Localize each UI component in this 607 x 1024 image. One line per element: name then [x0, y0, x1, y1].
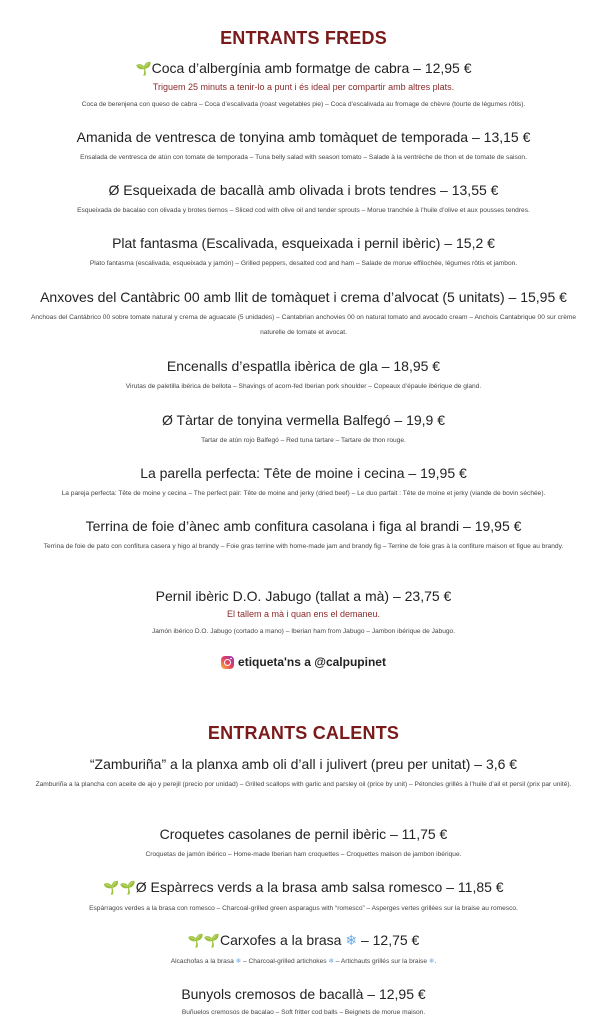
- sprout-icon: 🌱: [187, 933, 204, 948]
- item-description: [14, 954, 593, 969]
- item-description: Espárragos verdes a la brasa con romesco – Charcoal-grilled green asparagus with “romesco” – Asperges vertes grillées sur la braise au romesco.: [89, 905, 518, 912]
- snowflake-icon: ❄: [235, 958, 242, 965]
- menu-item: [0, 517, 607, 554]
- menu-item: [0, 931, 607, 969]
- item-title: Encenalls d’espatlla ibèrica de gla – 18,95 €: [166, 358, 441, 374]
- menu-item: [0, 411, 607, 448]
- item-title: Ø Tàrtar de tonyina vermella Balfegó – 19,9 €: [161, 412, 445, 428]
- item-note: El tallem a mà i quan ens el demaneu.: [226, 609, 381, 619]
- item-description: Plato fantasma (escalivada, esqueixada y jamón) – Grilled peppers, desalted cod and ham – Salade de morue effilochée, légumes rôtis et jambon.: [89, 260, 518, 267]
- item-title: Croquetes casolanes de pernil ibèric – 11,75 €: [159, 826, 448, 842]
- menu-item: [0, 825, 607, 862]
- item-title: Amanida de ventresca de tonyina amb tomàquet de temporada – 13,15 €: [76, 129, 531, 145]
- desc-part: Alcachofas a la brasa: [170, 958, 236, 965]
- sprout-icon: 🌱: [119, 880, 136, 895]
- instagram-tag[interactable]: [0, 655, 607, 669]
- menu-item: [0, 128, 607, 165]
- snowflake-icon: ❄: [428, 958, 435, 965]
- item-title: Ø Espàrrecs verds a la brasa amb salsa romesco – 11,85 €: [135, 879, 504, 895]
- item-description: Croquetas de jamón ibérico – Home-made Iberian ham croquettes – Croquettes maison de jambon ibérique.: [145, 851, 462, 858]
- desc-part: .: [434, 958, 437, 965]
- sprout-icon: 🌱: [103, 880, 120, 895]
- item-title: Ø Esqueixada de bacallà amb olivada i brots tendres – 13,55 €: [108, 182, 499, 198]
- menu-item: [0, 181, 607, 218]
- item-description: Anchoas del Cantábrico 00 sobre tomate natural y crema de aguacate (5 unidades) – Cantabrian anchovies 00 on natural tomato and avocado cream – Anchois Cantabrique 00 sur crème naturelle de tomate et avocat.: [30, 314, 577, 336]
- item-description: Ensalada de ventresca de atún con tomate de temporada – Tuna belly salad with season tomato – Salade à la ventrèche de thon et de tomate de saison.: [80, 154, 527, 161]
- item-description: Coca de berenjena con queso de cabra – Coca d’escalivada (roast vegetables pie) – Coca d’escalivada au fromage de chèvre (tourte de légumes rôtis).: [81, 101, 526, 108]
- section-title-hot: ENTRANTS CALENTS: [207, 723, 400, 743]
- item-description: Zamburiña a la plancha con aceite de ajo y perejil (precio por unidad) – Grilled scallops with garlic and parsley oil (price by unit) – Pétoncles grillés à l’huile d’ail et persil (prix par unité).: [35, 781, 572, 788]
- item-title: “Zamburiña” a la planxa amb oli d’all i julivert (preu per unitat) – 3,6 €: [89, 756, 518, 772]
- menu-item: [0, 878, 607, 916]
- item-description: Buñuelos cremosos de bacalao – Soft fritter cod balls – Beignets de morue maison.: [181, 1009, 426, 1016]
- menu-item: [0, 357, 607, 394]
- item-description: Virutas de paletilla ibérica de bellota – Shavings of acorn-fed Iberian pork shoulder – Copeaux d’épaule ibérique de gland.: [125, 383, 482, 390]
- sprout-icon: 🌱: [135, 61, 152, 76]
- item-description: La pareja perfecta: Tête de moine y cecina – The perfect pair: Tête de moine and jerky (dried beef) – Le duo parfait : Tête de moine et jerky (viande de bovin séchée).: [61, 490, 546, 497]
- menu-item: [0, 755, 607, 792]
- item-title: Plat fantasma (Escalivada, esqueixada i pernil ibèric) – 15,2 €: [112, 235, 495, 251]
- menu-item: [0, 587, 607, 639]
- item-title: Coca d’albergínia amb formatge de cabra – 12,95 €: [151, 60, 472, 76]
- item-description: Terrina de foie de pato con confitura casera y higo al brandy – Foie gras terrine with home-made jam and brandy fig – Terrine de foie gras à la confiture maison et figue au brandy.: [43, 543, 564, 550]
- item-price: – 12,75 €: [357, 932, 420, 948]
- item-description: Tartar de atún rojo Balfegó – Red tuna tartare – Tartare de thon rouge.: [201, 437, 406, 444]
- menu-item: [0, 464, 607, 501]
- item-title: Pernil ibèric D.O. Jabugo (tallat a mà) – 23,75 €: [155, 588, 452, 604]
- menu-item: [0, 985, 607, 1020]
- menu-item: [0, 288, 607, 340]
- item-title: Terrina de foie d’ànec amb confitura casolana i figa al brandi – 19,95 €: [85, 518, 522, 534]
- desc-part: – Artichauts grillés sur la braise: [333, 958, 429, 965]
- section-title-cold: ENTRANTS FREDS: [220, 28, 387, 48]
- snowflake-icon: ❄: [328, 958, 334, 965]
- instagram-handle[interactable]: etiqueta'ns a @calpupinet: [238, 655, 386, 669]
- desc-part: – Charcoal-grilled artichokes: [241, 958, 329, 965]
- sprout-icon: 🌱: [203, 933, 221, 948]
- item-title: Anxoves del Cantàbric 00 amb llit de tomàquet i crema d’alvocat (5 unitats) – 15,95 €: [40, 289, 567, 305]
- menu-item: [0, 59, 607, 112]
- item-description: Esqueixada de bacalao con olivada y brotes tiernos – Sliced cod with olive oil and tender sprouts – Morue tranchée à l’huile d’olive et aux pousses tendres.: [77, 207, 530, 214]
- item-title: Bunyols cremosos de bacallà – 12,95 €: [181, 986, 426, 1002]
- snowflake-icon: ❄: [345, 932, 358, 948]
- item-title: Carxofes a la brasa: [220, 932, 342, 948]
- menu-item: [0, 234, 607, 271]
- item-title: La parella perfecta: Tête de moine i cecina – 19,95 €: [140, 465, 467, 481]
- item-note: Triguem 25 minuts a tenir-lo a punt i és ideal per compartir amb altres plats.: [152, 82, 455, 92]
- item-description: Jamón ibérico D.O. Jabugo (cortado a mano) – Iberian ham from Jabugo – Jambon ibérique de Jabugo.: [151, 628, 456, 635]
- instagram-icon: [221, 656, 234, 669]
